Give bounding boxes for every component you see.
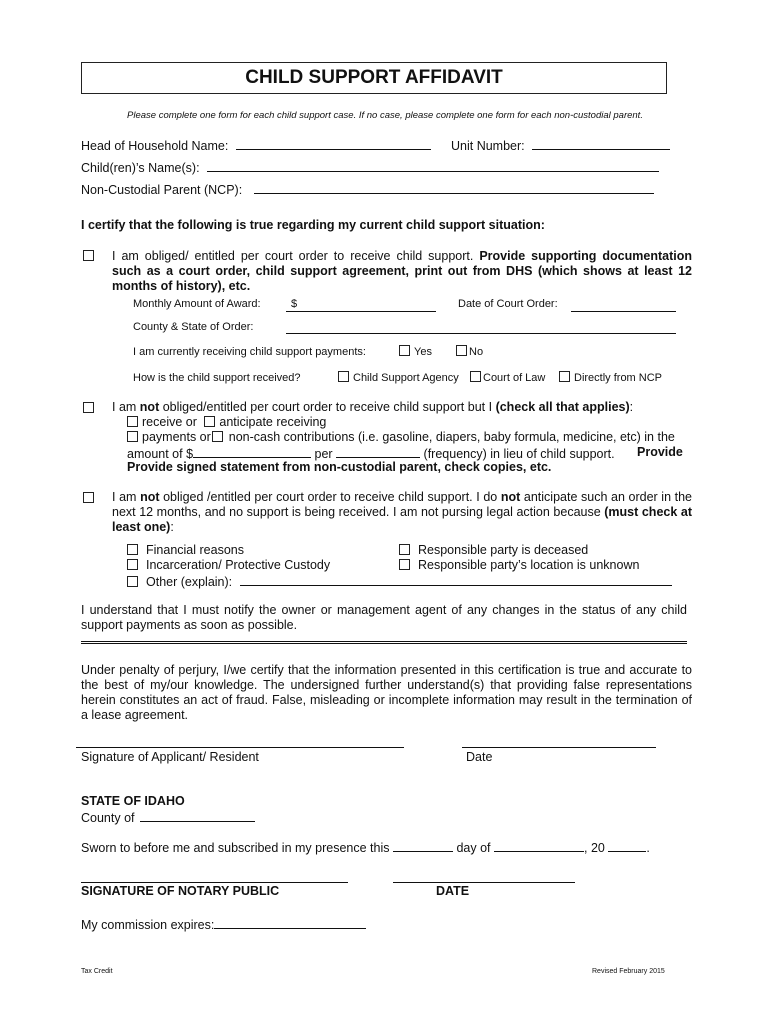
- other-explain-field[interactable]: [240, 573, 672, 586]
- monthly-amount-label: Monthly Amount of Award:: [133, 298, 261, 310]
- county-field[interactable]: [140, 809, 255, 822]
- amount-of-label: amount of $: [127, 447, 194, 461]
- notary-date-label: DATE: [436, 884, 470, 898]
- commission-label: My commission expires:: [81, 918, 215, 932]
- unknown-option[interactable]: [399, 558, 639, 572]
- monthly-amount-line: [286, 311, 436, 312]
- other-label: Other (explain):: [146, 575, 233, 589]
- amount-field[interactable]: [193, 445, 311, 458]
- ncp-row: [81, 181, 654, 197]
- date-of-order-field[interactable]: [571, 311, 676, 312]
- option1-checkbox[interactable]: [83, 250, 94, 261]
- no-label: No: [469, 346, 484, 358]
- option2-rest: obliged/entitled per court order to receive child support but I: [162, 400, 493, 414]
- option3-must: (must check at least one): [112, 505, 692, 534]
- option3-lead: I am: [112, 490, 137, 504]
- option2-line4: [127, 445, 615, 461]
- provide-word: Provide: [637, 445, 683, 459]
- yes-label: Yes: [414, 346, 432, 358]
- footer-left: Tax Credit: [81, 968, 113, 975]
- noncash-checkbox[interactable]: [212, 431, 223, 442]
- frequency-label: (frequency) in lieu of child support.: [423, 447, 615, 461]
- unit-number-field[interactable]: [532, 137, 670, 150]
- agency-label: Child Support Agency: [353, 372, 459, 384]
- notary-signature-label: SIGNATURE OF NOTARY PUBLIC: [81, 884, 280, 898]
- perjury-text: Under penalty of perjury, I/we certify that the information presented in this certification is true and accurate to the best of my/our knowledge. The undersigned further understand(s) that providing false representations herein constitutes an act of fraud. False, misleading or incomplete information may result in the termination of a lease agreement.: [81, 663, 692, 722]
- sworn-day-field[interactable]: [393, 839, 453, 852]
- option3-mid2: anticipate such an order in the next 12 months, and no support is being received. I am not pursing legal action because: [112, 490, 692, 519]
- court-option[interactable]: [470, 371, 545, 384]
- year-prefix: , 20: [584, 841, 605, 855]
- option2-colon: :: [629, 400, 634, 414]
- direct-checkbox[interactable]: [559, 371, 570, 382]
- court-label: Court of Law: [483, 372, 546, 384]
- unknown-label: Responsible party’s location is unknown: [418, 558, 640, 572]
- date-label: Date: [466, 750, 493, 764]
- unknown-checkbox[interactable]: [399, 559, 410, 570]
- agency-checkbox[interactable]: [338, 371, 349, 382]
- incarceration-checkbox[interactable]: [127, 559, 138, 570]
- commission-field[interactable]: [214, 916, 366, 929]
- option1-text-bold: Provide supporting documentation such as a court order, child support agreement, print out from DHS (which shows at least 12 months of history), etc.: [112, 249, 692, 293]
- footer-right: Revised February 2015: [592, 968, 665, 975]
- head-of-household-row: [81, 137, 431, 153]
- financial-checkbox[interactable]: [127, 544, 138, 555]
- payments-checkbox[interactable]: [127, 431, 138, 442]
- children-names-row: [81, 159, 659, 175]
- unit-number-row: [451, 137, 670, 153]
- commission-row: [81, 916, 366, 932]
- section-divider: [81, 641, 687, 644]
- date-of-order-label: Date of Court Order:: [458, 298, 558, 310]
- option1-text-plain: I am obliged/ entitled per court order to receive child support.: [112, 249, 474, 263]
- anticipate-label: anticipate receiving: [219, 415, 327, 429]
- yes-option[interactable]: [399, 345, 432, 358]
- form-title: CHILD SUPPORT AFFIDAVIT: [81, 62, 667, 94]
- option2-line1: [112, 400, 633, 414]
- option1-text: [112, 249, 692, 294]
- county-state-field[interactable]: [286, 333, 676, 334]
- county-label: County of: [81, 811, 135, 825]
- agency-option[interactable]: [338, 371, 459, 384]
- children-names-field[interactable]: [207, 159, 659, 172]
- notary-date-line[interactable]: [393, 882, 575, 883]
- payments-label: payments or: [142, 430, 211, 444]
- notify-text: I understand that I must notify the owner or management agent of any changes in the status of any child support payments as soon as possible.: [81, 603, 687, 632]
- option3-mid1: obliged /entitled per court order to receive child support. I do: [163, 490, 498, 504]
- direct-label: Directly from NCP: [574, 372, 663, 384]
- ncp-label: Non-Custodial Parent (NCP):: [81, 183, 243, 197]
- period: .: [646, 841, 650, 855]
- dollar-sign: $: [291, 298, 298, 310]
- court-checkbox[interactable]: [470, 371, 481, 382]
- sworn-month-field[interactable]: [494, 839, 584, 852]
- state-label: STATE OF IDAHO: [81, 794, 185, 808]
- children-names-label: Child(ren)’s Name(s):: [81, 161, 200, 175]
- option2-not: not: [139, 400, 160, 414]
- option3-checkbox[interactable]: [83, 492, 94, 503]
- no-checkbox[interactable]: [456, 345, 467, 356]
- how-received-label: How is the child support received?: [133, 372, 301, 384]
- incarceration-option[interactable]: [127, 558, 330, 572]
- option3-not1: not: [140, 490, 160, 504]
- deceased-checkbox[interactable]: [399, 544, 410, 555]
- head-of-household-field[interactable]: [236, 137, 431, 150]
- option3-text: [112, 490, 692, 535]
- option2-lead: I am: [112, 400, 137, 414]
- certify-heading: I certify that the following is true regarding my current child support situation:: [81, 218, 545, 232]
- head-of-household-label: Head of Household Name:: [81, 139, 229, 153]
- per-label: per: [314, 447, 333, 461]
- other-option[interactable]: [127, 573, 672, 589]
- deceased-option[interactable]: [399, 543, 588, 557]
- notary-signature-line[interactable]: [81, 882, 348, 883]
- county-state-label: County & State of Order:: [133, 321, 254, 333]
- option3-colon: :: [170, 520, 174, 534]
- deceased-label: Responsible party is deceased: [418, 543, 589, 557]
- ncp-field[interactable]: [254, 181, 654, 194]
- provide-statement: Provide signed statement from non-custodial parent, check copies, etc.: [127, 460, 552, 474]
- option3-not2: not: [500, 490, 521, 504]
- receiving-label: I am currently receiving child support payments:: [133, 346, 366, 358]
- intro-text: Please complete one form for each child support case. If no case, please complete one form for each non-custodial parent.: [127, 110, 643, 121]
- county-row: [81, 809, 255, 825]
- sworn-row: [81, 839, 650, 855]
- sworn-label: Sworn to before me and subscribed in my presence this: [81, 841, 390, 855]
- monthly-amount-field[interactable]: [291, 298, 297, 310]
- frequency-field[interactable]: [336, 445, 420, 458]
- yes-checkbox[interactable]: [399, 345, 410, 356]
- noncash-label: non-cash contributions (i.e. gasoline, diapers, baby formula, medicine, etc) in the: [228, 430, 675, 444]
- financial-option[interactable]: [127, 543, 244, 557]
- no-option[interactable]: [456, 345, 483, 358]
- signature-label: Signature of Applicant/ Resident: [81, 750, 259, 764]
- day-of-label: day of: [456, 841, 491, 855]
- direct-option[interactable]: [559, 371, 662, 384]
- anticipate-checkbox[interactable]: [204, 416, 215, 427]
- applicant-signature-line[interactable]: [76, 747, 404, 748]
- incarceration-label: Incarceration/ Protective Custody: [146, 558, 331, 572]
- sworn-year-field[interactable]: [608, 839, 646, 852]
- option2-check-all: (check all that applies): [495, 400, 630, 414]
- unit-number-label: Unit Number:: [451, 139, 525, 153]
- other-checkbox[interactable]: [127, 576, 138, 587]
- applicant-date-line[interactable]: [462, 747, 656, 748]
- option2-line2: [127, 415, 326, 429]
- receive-checkbox[interactable]: [127, 416, 138, 427]
- financial-label: Financial reasons: [146, 543, 244, 557]
- receive-label: receive or: [142, 415, 197, 429]
- option2-checkbox[interactable]: [83, 402, 94, 413]
- option2-line3: [127, 430, 675, 444]
